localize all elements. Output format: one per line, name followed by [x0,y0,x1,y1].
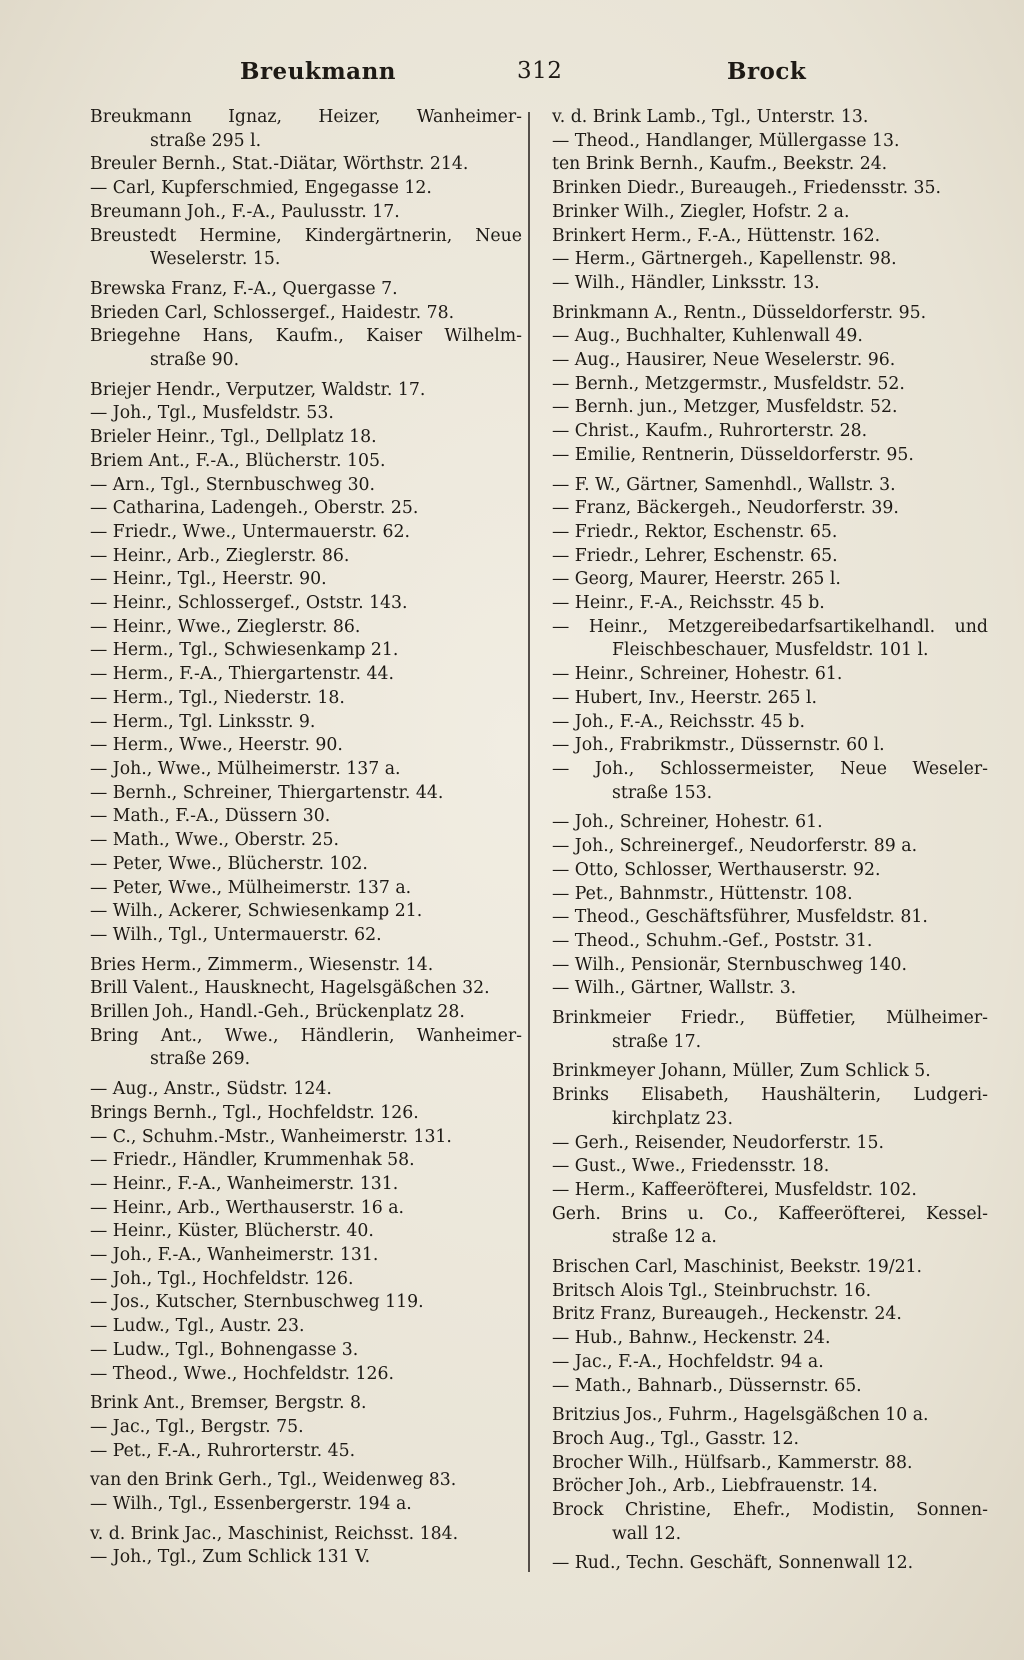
directory-entry [90,225,522,272]
entry-line: Breukmann Ignaz, Heizer, Wanheimer- [90,107,522,127]
directory-entry [552,1203,988,1250]
directory-entry [90,711,522,735]
directory-entry [552,592,988,616]
directory-entry [90,1126,522,1150]
page-header [90,58,964,98]
entry-line: — Herm., Gärtnergeh., Kapellenstr. 98. [552,249,897,270]
directory-entry [552,1132,988,1156]
directory-entry [90,805,522,829]
directory-entry [90,1363,522,1387]
entry-line: Briegehne Hans, Kaufm., Kaiser Wilhelm- [90,326,522,347]
entry-line: Brinks Elisabeth, Haushälterin, Ludgeri- [552,1085,988,1106]
directory-entry [552,930,988,954]
directory-entry [552,568,988,592]
entry-line: — Bernh., Schreiner, Thiergartenstr. 44. [90,782,444,803]
entry-line: — Catharina, Ladengeh., Oberstr. 25. [90,498,419,519]
entry-line: — Math., Wwe., Oberstr. 25. [90,830,339,851]
entry-line: — Theod., Handlanger, Müllergasse 13. [552,130,900,151]
entry-line: Brill Valent., Hausknecht, Hagelsgäßchen 32. [90,978,490,999]
directory-entry [552,1452,988,1476]
entry-line: — Herm., Wwe., Heerstr. 90. [90,735,343,756]
entry-line: Britsch Alois Tgl., Steinbruchstr. 16. [552,1280,872,1301]
directory-entry [552,1084,988,1131]
directory-entry [90,900,522,924]
directory-entry [90,106,522,153]
directory-entry [90,687,522,711]
directory-entry [90,1244,522,1268]
entry-line: — Herm., Tgl., Schwiesenkamp 21. [90,640,399,661]
entry-continuation-line: Fleischbeschauer, Musfeldstr. 101 l. [612,640,929,661]
entry-line: Brieler Heinr., Tgl., Dellplatz 18. [90,427,377,448]
directory-entry [552,272,988,296]
entry-line: Breuler Bernh., Stat.-Diätar, Wörthstr. 214. [90,154,469,175]
directory-entry [552,835,988,859]
directory-entry [90,663,522,687]
entry-line: Brock Christine, Ehefr., Modistin, Sonnen- [552,1500,988,1521]
directory-entry [552,1155,988,1179]
directory-entry [90,954,522,978]
directory-entry [90,877,522,901]
entry-line: Brocher Wilh., Hülfsarb., Kammerstr. 88. [552,1452,913,1473]
entry-line: — Peter, Wwe., Mülheimerstr. 137 a. [90,877,412,898]
directory-entry [552,420,988,444]
directory-entry [552,1552,988,1576]
directory-entry [552,1007,988,1054]
entry-continuation-line: wall 12. [612,1523,682,1544]
entry-line: — Herm., F.-A., Thiergartenstr. 44. [90,664,395,685]
directory-entry [90,379,522,403]
entry-line: — Friedr., Rektor, Eschenstr. 65. [552,521,838,542]
entry-line: — Theod., Wwe., Hochfeldstr. 126. [90,1363,394,1384]
directory-entry [552,1375,988,1399]
entry-line: — Jos., Kutscher, Sternbuschweg 119. [90,1292,424,1313]
entry-line: — Rud., Techn. Geschäft, Sonnenwall 12. [552,1553,914,1574]
directory-entry [552,758,988,805]
entry-line: ten Brink Bernh., Kaufm., Beekstr. 24. [552,154,888,175]
entry-line: — Joh., Wwe., Mülheimerstr. 137 a. [90,758,401,779]
entry-continuation-line: straße 153. [612,782,713,803]
entry-line: — Ludw., Tgl., Bohnengasse 3. [90,1339,359,1360]
directory-entry [90,1392,522,1416]
directory-entry [90,1339,522,1363]
entry-line: Brillen Joh., Handl.-Geh., Brückenplatz 28. [90,1002,465,1023]
directory-entry [90,1416,522,1440]
entry-line: — Heinr., Metzgereibedarfsartikelhandl. und [552,616,988,637]
entry-line: — Jac., Tgl., Bergstr. 75. [90,1416,304,1437]
directory-entry [90,545,522,569]
entry-line: — Pet., Bahnmstr., Hüttenstr. 108. [552,883,853,904]
directory-entry [90,853,522,877]
directory-entry [90,402,522,426]
entry-line: — Wilh., Tgl., Untermauerstr. 62. [90,924,382,945]
directory-entry [90,924,522,948]
directory-entry [552,373,988,397]
entry-line: Britz Franz, Bureaugeh., Heckenstr. 24. [552,1304,902,1325]
directory-entry [90,568,522,592]
entry-line: — Wilh., Tgl., Essenbergerstr. 194 a. [90,1494,412,1515]
entry-line: — Joh., Tgl., Zum Schlick 131 V. [90,1547,371,1568]
entry-line: — Heinr., F.-A., Reichsstr. 45 b. [552,593,825,614]
entry-line: Brinker Wilh., Ziegler, Hofstr. 2 a. [552,201,850,222]
right-column [552,106,988,1576]
directory-entry [552,325,988,349]
entry-line: Brinkmeyer Johann, Müller, Zum Schlick 5. [552,1061,931,1082]
entry-line: — Arn., Tgl., Sternbuschweg 30. [90,474,376,495]
directory-entry [90,592,522,616]
directory-entry [552,1499,988,1546]
directory-entry [552,1428,988,1452]
entry-line: — Herm., Tgl., Niederstr. 18. [90,687,345,708]
entry-continuation-line: straße 90. [150,350,240,371]
left-column [90,106,522,1570]
header-left-keyword: Breukmann [240,58,397,85]
entry-continuation-line: Weselerstr. 15. [150,249,281,270]
entry-line: — Theod., Schuhm.-Gef., Poststr. 31. [552,930,873,951]
entry-line: — Herm., Kaffeeröfterei, Musfeldstr. 102. [552,1179,917,1200]
entry-line: — Heinr., Küster, Blücherstr. 40. [90,1221,374,1242]
directory-entry [90,829,522,853]
entry-line: — Joh., Tgl., Hochfeldstr. 126. [90,1268,354,1289]
directory-entry [552,225,988,249]
directory-entry [90,977,522,1001]
directory-entry [90,1001,522,1025]
entry-line: — Heinr., Arb., Werthauserstr. 16 a. [90,1197,404,1218]
directory-entry [90,1315,522,1339]
entry-line: — Herm., Tgl. Linksstr. 9. [90,711,316,732]
directory-entry [552,1303,988,1327]
directory-entry [552,906,988,930]
entry-line: — Jac., F.-A., Hochfeldstr. 94 a. [552,1351,824,1372]
directory-entry [552,1256,988,1280]
directory-entry [90,474,522,498]
directory-entry [552,106,988,130]
directory-entry [552,1280,988,1304]
directory-entry [90,1546,522,1570]
directory-entry [552,687,988,711]
entry-line: — Wilh., Gärtner, Wallstr. 3. [552,978,797,999]
entry-line: Brinkmann A., Rentn., Düsseldorferstr. 95. [552,302,927,323]
entry-line: — Joh., Schlossermeister, Neue Weseler- [552,758,988,779]
entry-line: — Joh., Schreiner, Hohestr. 61. [552,812,823,833]
directory-entry [552,545,988,569]
entry-line: — Georg, Maurer, Heerstr. 265 l. [552,569,841,590]
directory-entry [90,450,522,474]
directory-entry [90,325,522,372]
entry-line: — Heinr., Schreiner, Hohestr. 61. [552,664,843,685]
entry-line: Bring Ant., Wwe., Händlerin, Wanheimer- [90,1025,522,1046]
entry-line: — Pet., F.-A., Ruhrorterstr. 45. [90,1440,356,1461]
entry-line: Briem Ant., F.-A., Blücherstr. 105. [90,450,386,471]
entry-line: — Joh., Schreinergef., Neudorferstr. 89 a. [552,836,918,857]
directory-entry [90,1149,522,1173]
entry-line: Briejer Hendr., Verputzer, Waldstr. 17. [90,379,426,400]
entry-line: — Friedr., Händler, Krummenhak 58. [90,1150,415,1171]
directory-entry [90,782,522,806]
entry-line: Brieden Carl, Schlossergef., Haidestr. 78. [90,302,455,323]
entry-line: — Joh., Frabrikmstr., Düssernstr. 60 l. [552,735,885,756]
directory-entry [552,663,988,687]
directory-entry [552,1179,988,1203]
entry-line: — Ludw., Tgl., Austr. 23. [90,1316,305,1337]
directory-entry [552,396,988,420]
directory-entry [552,177,988,201]
directory-entry [552,616,988,663]
directory-entry [552,1060,988,1084]
directory-entry [90,1291,522,1315]
entry-line: — Bernh. jun., Metzger, Musfeldstr. 52. [552,397,898,418]
directory-entry [90,426,522,450]
entry-continuation-line: straße 17. [612,1031,702,1052]
directory-entry [552,349,988,373]
directory-entry [90,616,522,640]
entry-line: Broch Aug., Tgl., Gasstr. 12. [552,1428,800,1449]
entry-line: — Friedr., Lehrer, Eschenstr. 65. [552,545,838,566]
directory-entry [90,497,522,521]
entry-line: — C., Schuhm.-Mstr., Wanheimerstr. 131. [90,1126,452,1147]
entry-line: — Heinr., F.-A., Wanheimerstr. 131. [90,1173,399,1194]
directory-entry [552,977,988,1001]
entry-continuation-line: kirchplatz 23. [612,1108,733,1129]
entry-continuation-line: straße 295 l. [150,130,262,151]
directory-entry [90,639,522,663]
directory-entry [552,474,988,498]
entry-line: v. d. Brink Lamb., Tgl., Unterstr. 13. [552,107,869,127]
entry-line: — Christ., Kaufm., Ruhrorterstr. 28. [552,421,868,442]
directory-entry [90,1523,522,1547]
entry-continuation-line: straße 12 a. [612,1227,717,1248]
entry-line: — Gust., Wwe., Friedensstr. 18. [552,1156,830,1177]
entry-line: — Aug., Hausirer, Neue Weselerstr. 96. [552,350,896,371]
entry-line: — Heinr., Tgl., Heerstr. 90. [90,569,327,590]
entry-line: — Wilh., Ackerer, Schwiesenkamp 21. [90,901,423,922]
entry-line: Britzius Jos., Fuhrm., Hagelsgäßchen 10 a. [552,1405,929,1426]
directory-entry [552,954,988,978]
entry-line: — Franz, Bäckergeh., Neudorferstr. 39. [552,498,899,519]
entry-line: — Gerh., Reisender, Neudorferstr. 15. [552,1132,885,1153]
directory-entry [552,248,988,272]
directory-entry [552,153,988,177]
directory-entry [552,859,988,883]
entry-line: Brink Ant., Bremser, Bergstr. 8. [90,1393,367,1414]
entry-line: — F. W., Gärtner, Samenhdl., Wallstr. 3. [552,474,896,495]
directory-entry [552,734,988,758]
directory-entry [552,302,988,326]
directory-entry [552,521,988,545]
entry-line: — Bernh., Metzgermstr., Musfeldstr. 52. [552,373,905,394]
directory-entry [90,278,522,302]
entry-line: — Emilie, Rentnerin, Düsseldorferstr. 95. [552,444,914,465]
directory-entry [90,1197,522,1221]
entry-line: — Friedr., Wwe., Untermauerstr. 62. [90,521,411,542]
directory-entry [90,201,522,225]
directory-entry [552,883,988,907]
entry-line: Brings Bernh., Tgl., Hochfeldstr. 126. [90,1102,419,1123]
entry-line: van den Brink Gerh., Tgl., Weidenweg 83. [90,1470,457,1491]
directory-entry [552,1404,988,1428]
entry-line: — Heinr., Wwe., Zieglerstr. 86. [90,616,361,637]
entry-line: — Math., Bahnarb., Düssernstr. 65. [552,1375,862,1396]
entry-line: — Aug., Buchhalter, Kuhlenwall 49. [552,326,863,347]
directory-entry [552,130,988,154]
entry-line: — Hub., Bahnw., Heckenstr. 24. [552,1328,831,1349]
directory-entry [552,497,988,521]
entry-line: Brinkmeier Friedr., Büffetier, Mülheimer- [552,1008,988,1029]
directory-entry [90,1220,522,1244]
directory-entry [90,302,522,326]
directory-entry [90,1493,522,1517]
entry-line: — Theod., Geschäftsführer, Musfeldstr. 81. [552,907,928,928]
directory-entry [90,1025,522,1072]
column-divider [528,112,530,1572]
directory-entry [90,734,522,758]
entry-line: — Heinr., Schlossergef., Oststr. 143. [90,593,408,614]
entry-line: — Peter, Wwe., Blücherstr. 102. [90,853,368,874]
entry-line: — Math., F.-A., Düssern 30. [90,806,331,827]
directory-entry [552,1327,988,1351]
entry-line: — Hubert, Inv., Heerstr. 265 l. [552,687,818,708]
entry-line: Brischen Carl, Maschinist, Beekstr. 19/21. [552,1257,923,1278]
directory-entry [90,521,522,545]
directory-entry [90,153,522,177]
entry-continuation-line: straße 269. [150,1049,251,1070]
directory-entry [552,444,988,468]
directory-entry [90,758,522,782]
entry-line: Bröcher Joh., Arb., Liebfrauenstr. 14. [552,1476,878,1497]
entry-line: — Wilh., Pensionär, Sternbuschweg 140. [552,954,908,975]
entry-line: — Otto, Schlosser, Werthauserstr. 92. [552,859,881,880]
entry-line: — Aug., Anstr., Südstr. 124. [90,1079,332,1100]
directory-entry [552,811,988,835]
entry-line: — Joh., F.-A., Reichsstr. 45 b. [552,711,805,732]
entry-line: Gerh. Brins u. Co., Kaffeeröfterei, Kessel- [552,1203,988,1224]
page-number: 312 [517,58,563,84]
directory-entry [552,201,988,225]
directory-entry [90,1469,522,1493]
directory-entry [90,177,522,201]
entry-line: — Joh., Tgl., Musfeldstr. 53. [90,403,334,424]
directory-entry [90,1102,522,1126]
directory-entry [552,711,988,735]
entry-line: Brewska Franz, F.-A., Quergasse 7. [90,278,398,299]
entry-line: Brinkert Herm., F.-A., Hüttenstr. 162. [552,225,881,246]
entry-line: v. d. Brink Jac., Maschinist, Reichsst. 184. [90,1523,459,1544]
entry-line: Bries Herm., Zimmerm., Wiesenstr. 14. [90,954,434,975]
entry-line: Breustedt Hermine, Kindergärtnerin, Neue [90,225,522,246]
entry-line: — Wilh., Händler, Linksstr. 13. [552,272,820,293]
directory-entry [552,1351,988,1375]
directory-entry [552,1475,988,1499]
entry-line: Brinken Diedr., Bureaugeh., Friedensstr. 35. [552,178,942,199]
directory-entry [90,1078,522,1102]
entry-line: Breumann Joh., F.-A., Paulusstr. 17. [90,201,400,222]
directory-entry [90,1268,522,1292]
directory-entry [90,1440,522,1464]
directory-entry [90,1173,522,1197]
header-right-keyword: Brock [727,58,807,85]
entry-line: — Carl, Kupferschmied, Engegasse 12. [90,178,432,199]
entry-line: — Joh., F.-A., Wanheimerstr. 131. [90,1245,379,1266]
entry-line: — Heinr., Arb., Zieglerstr. 86. [90,545,350,566]
